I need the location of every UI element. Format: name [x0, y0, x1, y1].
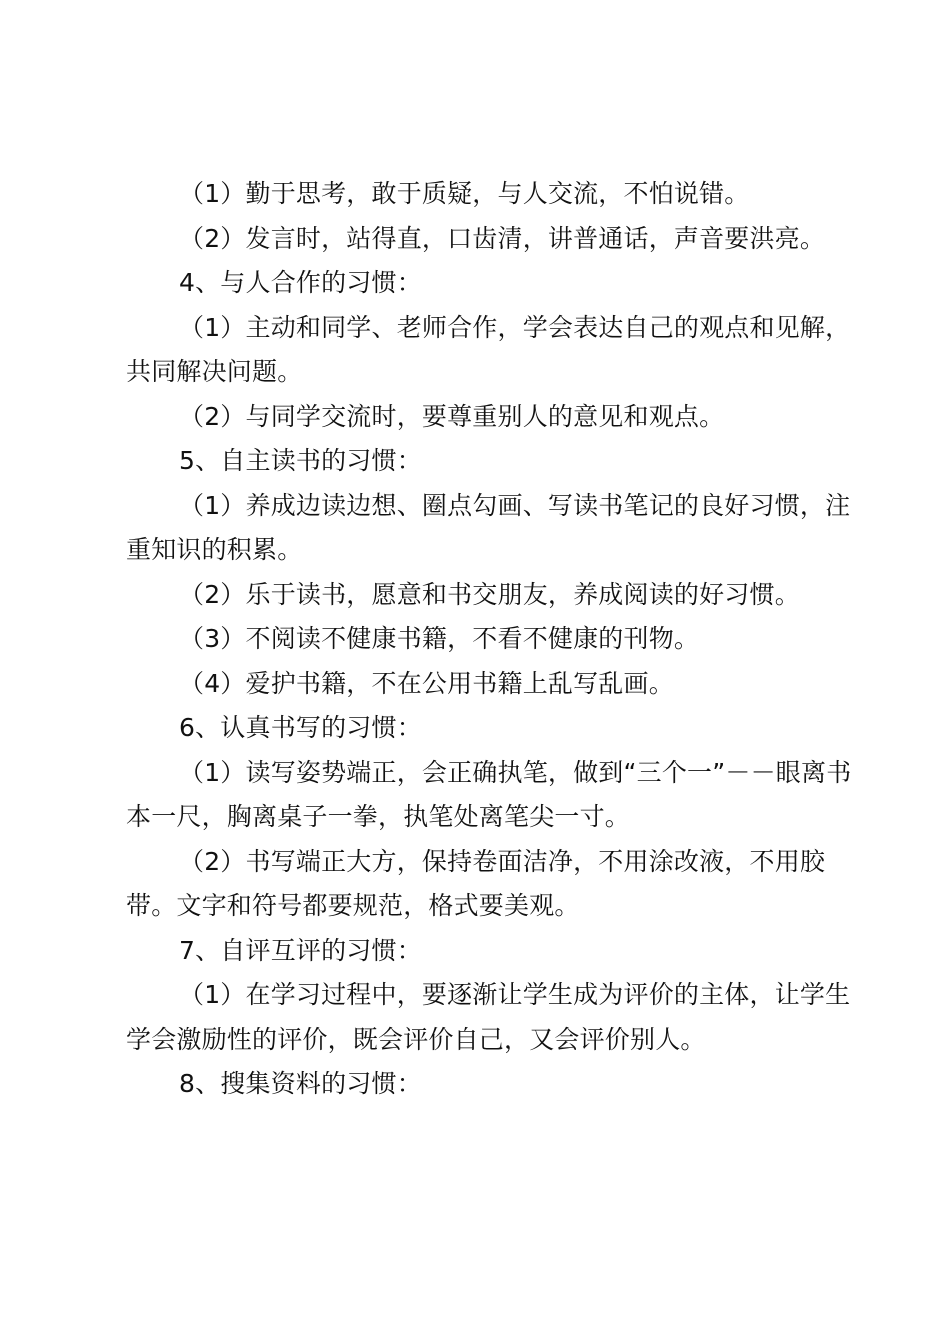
section-heading: 5、自主读书的习惯：	[179, 446, 422, 475]
paragraph: （2）书写端正大方，保持卷面洁净，不用涂改液，不用胶带。文字和符号都要规范，格式要美观。	[126, 846, 826, 920]
section-heading: 4、与人合作的习惯：	[179, 268, 422, 297]
paragraph: （4）爱护书籍，不在公用书籍上乱写乱画。	[179, 668, 674, 698]
section-heading: 6、认真书写的习惯：	[179, 713, 422, 742]
paragraph: （2）乐于读书，愿意和书交朋友，养成阅读的好习惯。	[179, 579, 800, 609]
paragraph: （1）在学习过程中，要逐渐让学生成为评价的主体，让学生学会激励性的评价，既会评价自己，又会评价别人。	[126, 980, 851, 1054]
paragraph: （1）勤于思考，敢于质疑，与人交流，不怕说错。	[179, 179, 750, 208]
paragraph: （1）读写姿势端正，会正确执笔，做到“三个一”－－眼离书本一尺，胸离桌子一拳，执笔处离笔尖一寸。	[126, 757, 852, 831]
paragraph: （1）养成边读边想、圈点勾画、写读书笔记的良好习惯，注重知识的积累。	[126, 490, 851, 564]
paragraph: （2）发言时，站得直，口齿清，讲普通话，声音要洪亮。	[179, 223, 826, 253]
section-heading: 8、搜集资料的习惯：	[179, 1069, 422, 1098]
document-body	[126, 172, 856, 1107]
section-heading: 7、自评互评的习惯：	[179, 935, 422, 965]
paragraph: （1）主动和同学、老师合作，学会表达自己的观点和见解，共同解决问题。	[126, 312, 851, 386]
paragraph: （2）与同学交流时，要尊重别人的意见和观点。	[179, 401, 725, 431]
paragraph: （3）不阅读不健康书籍，不看不健康的刊物。	[179, 624, 700, 653]
